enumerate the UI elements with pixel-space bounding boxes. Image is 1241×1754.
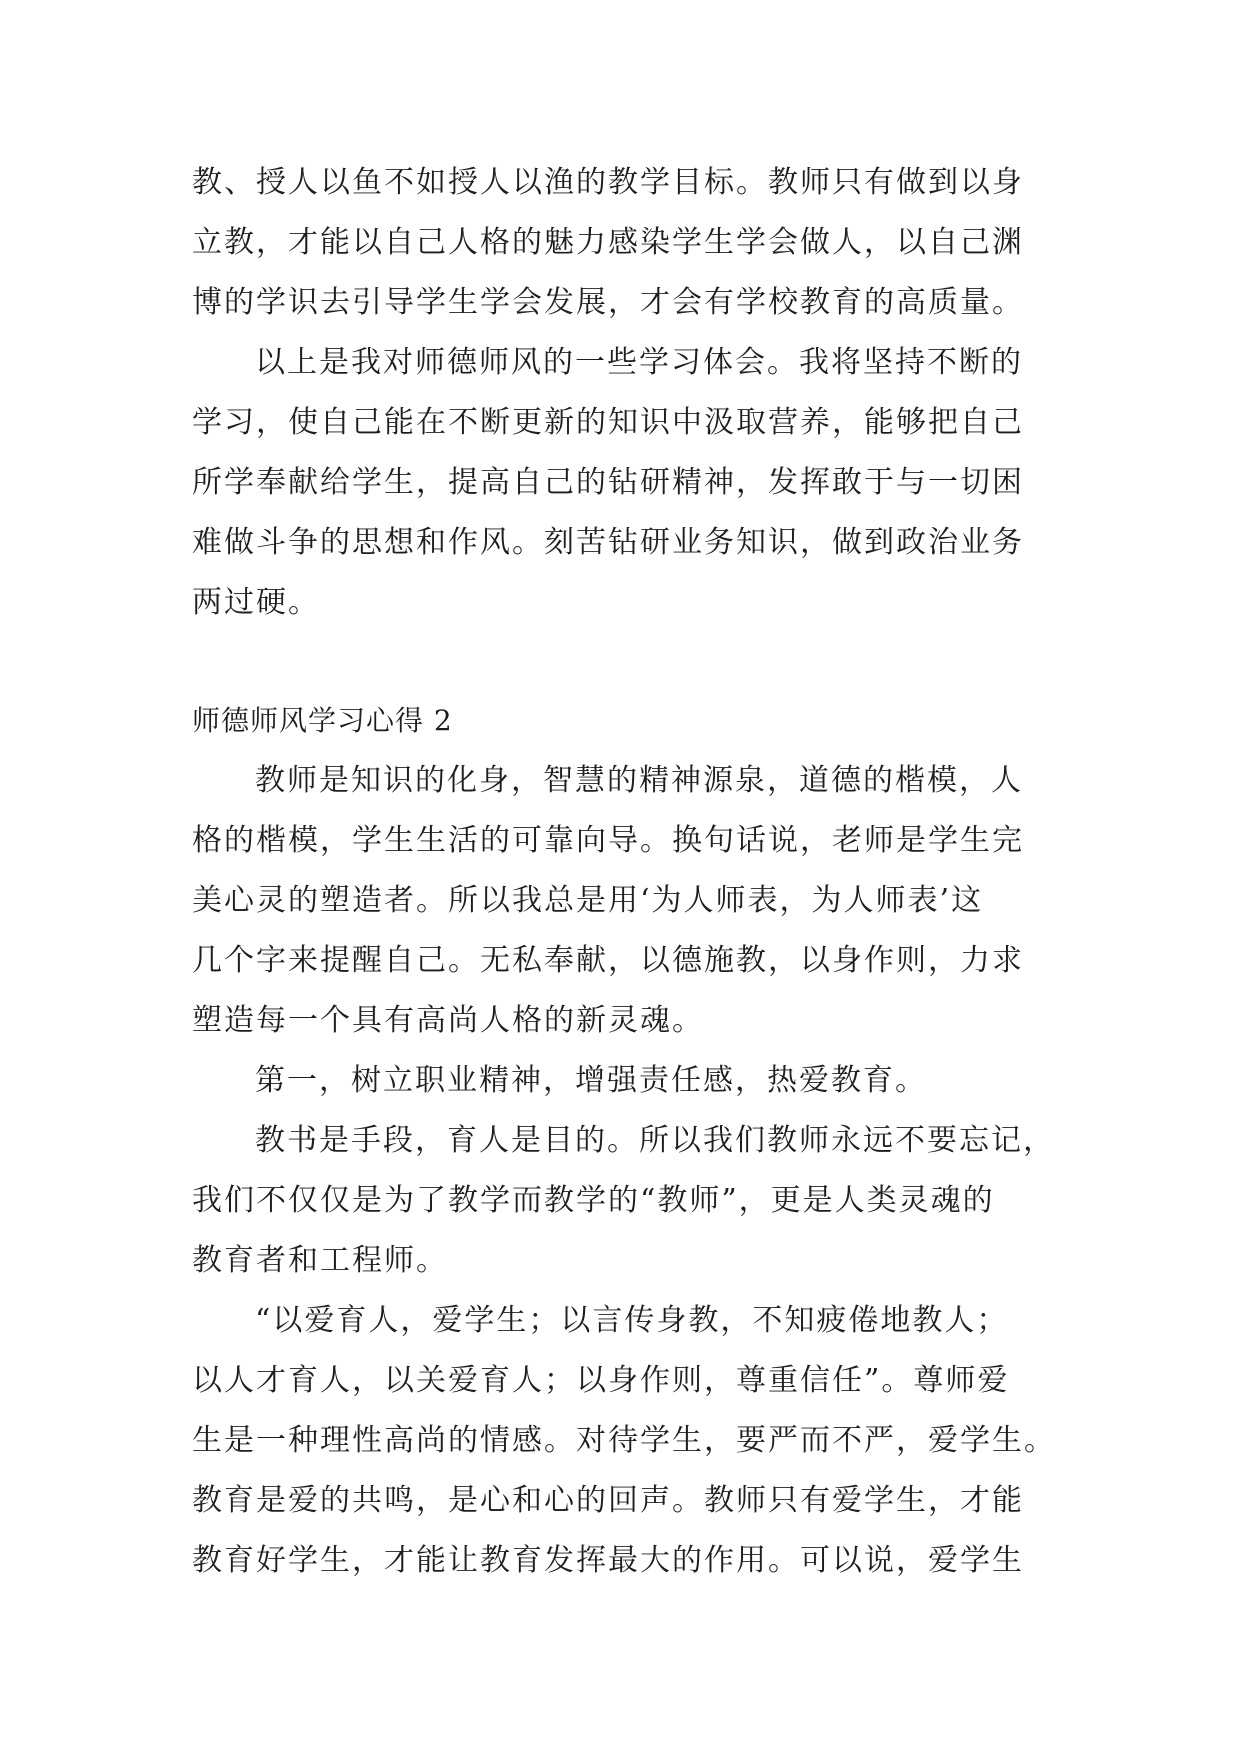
paragraph-first-line: 教师是知识的化身，智慧的精神源泉，道德的楷模，人 — [255, 763, 1023, 798]
text-line: 教育好学生，才能让教育发挥最大的作用。可以说，爱学生 — [192, 1543, 1024, 1578]
text-line: 难做斗争的思想和作风。刻苦钻研业务知识，做到政治业务 — [192, 525, 1024, 560]
text-line: 学习，使自己能在不断更新的知识中汲取营养，能够把自己 — [192, 405, 1024, 440]
paragraph-first-line: 教书是手段，育人是目的。所以我们教师永远不要忘记， — [255, 1123, 1055, 1158]
text-line: 我们不仅仅是为了教学而教学的“教师”，更是人类灵魂的 — [192, 1183, 995, 1218]
text-line: 几个字来提醒自己。无私奉献，以德施教，以身作则，力求 — [192, 943, 1024, 978]
text-line: 生是一种理性高尚的情感。对待学生，要严而不严，爱学生。 — [192, 1423, 1056, 1458]
text-line: 两过硬。 — [192, 585, 320, 620]
paragraph-first-line: 第一，树立职业精神，增强责任感，热爱教育。 — [255, 1063, 927, 1098]
text-line: 博的学识去引导学生学会发展，才会有学校教育的高质量。 — [192, 285, 1024, 320]
paragraph-first-line: 以上是我对师德师风的一些学习体会。我将坚持不断的 — [255, 345, 1023, 380]
text-line: 美心灵的塑造者。所以我总是用‘为人师表，为人师表’这 — [192, 883, 984, 918]
text-line: 塑造每一个具有高尚人格的新灵魂。 — [192, 1003, 704, 1038]
text-line: 以人才育人，以关爱育人；以身作则，尊重信任”。尊师爱 — [192, 1363, 1010, 1398]
text-line: 教育者和工程师。 — [192, 1243, 448, 1278]
text-line: 格的楷模，学生生活的可靠向导。换句话说，老师是学生完 — [192, 823, 1024, 858]
paragraph-first-line: “以爱育人，爱学生；以言传身教，不知疲倦地教人； — [255, 1303, 1009, 1338]
section-heading: 师德师风学习心得 2 — [192, 704, 453, 737]
text-line: 教育是爱的共鸣，是心和心的回声。教师只有爱学生，才能 — [192, 1483, 1024, 1518]
text-line: 教、授人以鱼不如授人以渔的教学目标。教师只有做到以身 — [192, 165, 1024, 200]
text-line: 立教，才能以自己人格的魅力感染学生学会做人，以自己渊 — [192, 225, 1024, 260]
text-line: 所学奉献给学生，提高自己的钻研精神，发挥敢于与一切困 — [192, 465, 1024, 500]
